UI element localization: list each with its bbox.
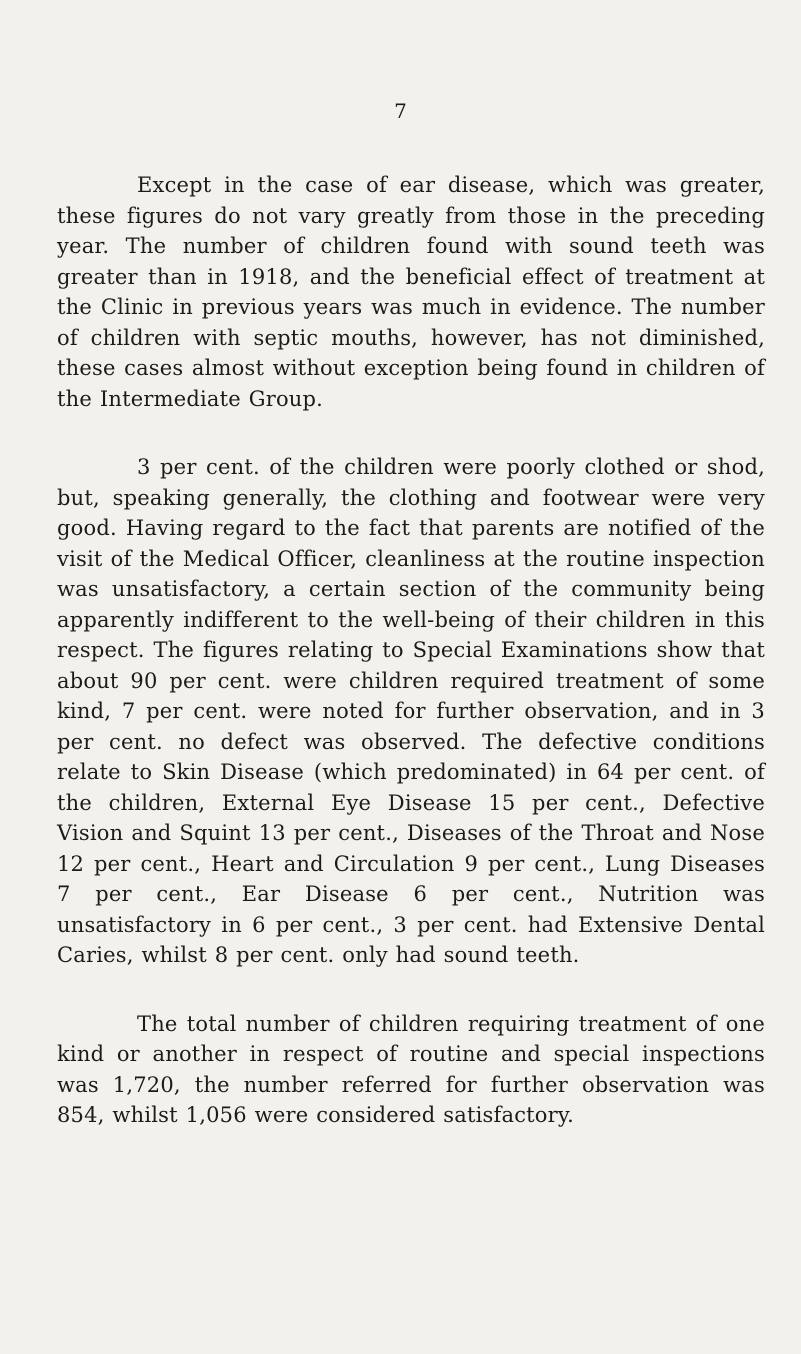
page-number: 7 <box>394 99 407 123</box>
body-text <box>57 170 765 1169</box>
paragraph-clothing-and-examinations: 3 per cent. of the children were poorly clothed or shod, but, speaking generally, the clothing and footwear were very good. Having regard to the fact that parents are notified of the visit of the Medical Officer, cleanliness at the routine inspection was unsatisfactory, a certain section of the community being apparently indifferent to the well-being of their children in this respect. The figures relating to Special Examinations show that about 90 per cent. were children required treatment of some kind, 7 per cent. were noted for further observation, and in 3 per cent. no defect was observed. The defective conditions relate to Skin Disease (which predominated) in 64 per cent. of the children, External Eye Disease 15 per cent., Defective Vision and Squint 13 per cent., Diseases of the Throat and Nose 12 per cent., Heart and Circulation 9 per cent., Lung Diseases 7 per cent., Ear Disease 6 per cent., Nutrition was unsatisfactory in 6 per cent., 3 per cent. had Extensive Dental Caries, whilst 8 per cent. only had sound teeth. <box>57 455 765 967</box>
paragraph-treatment-totals: The total number of children requiring treatment of one kind or another in respect of routine and special inspections was 1,720, the number referred for further observation was 854, whilst 1,056 were considered satisfactory. <box>57 1011 765 1127</box>
paragraph-ear-disease: Except in the case of ear disease, which was greater, these figures do not vary greatly from those in the preceding year. The number of children found with sound teeth was greater than in 1918, and the beneficial effect of treatment at the Clinic in previous years was much in evidence. The number of children with septic mouths, however, has not diminished, these cases almost without exception being found in children of the Intermediate Group. <box>57 173 765 411</box>
